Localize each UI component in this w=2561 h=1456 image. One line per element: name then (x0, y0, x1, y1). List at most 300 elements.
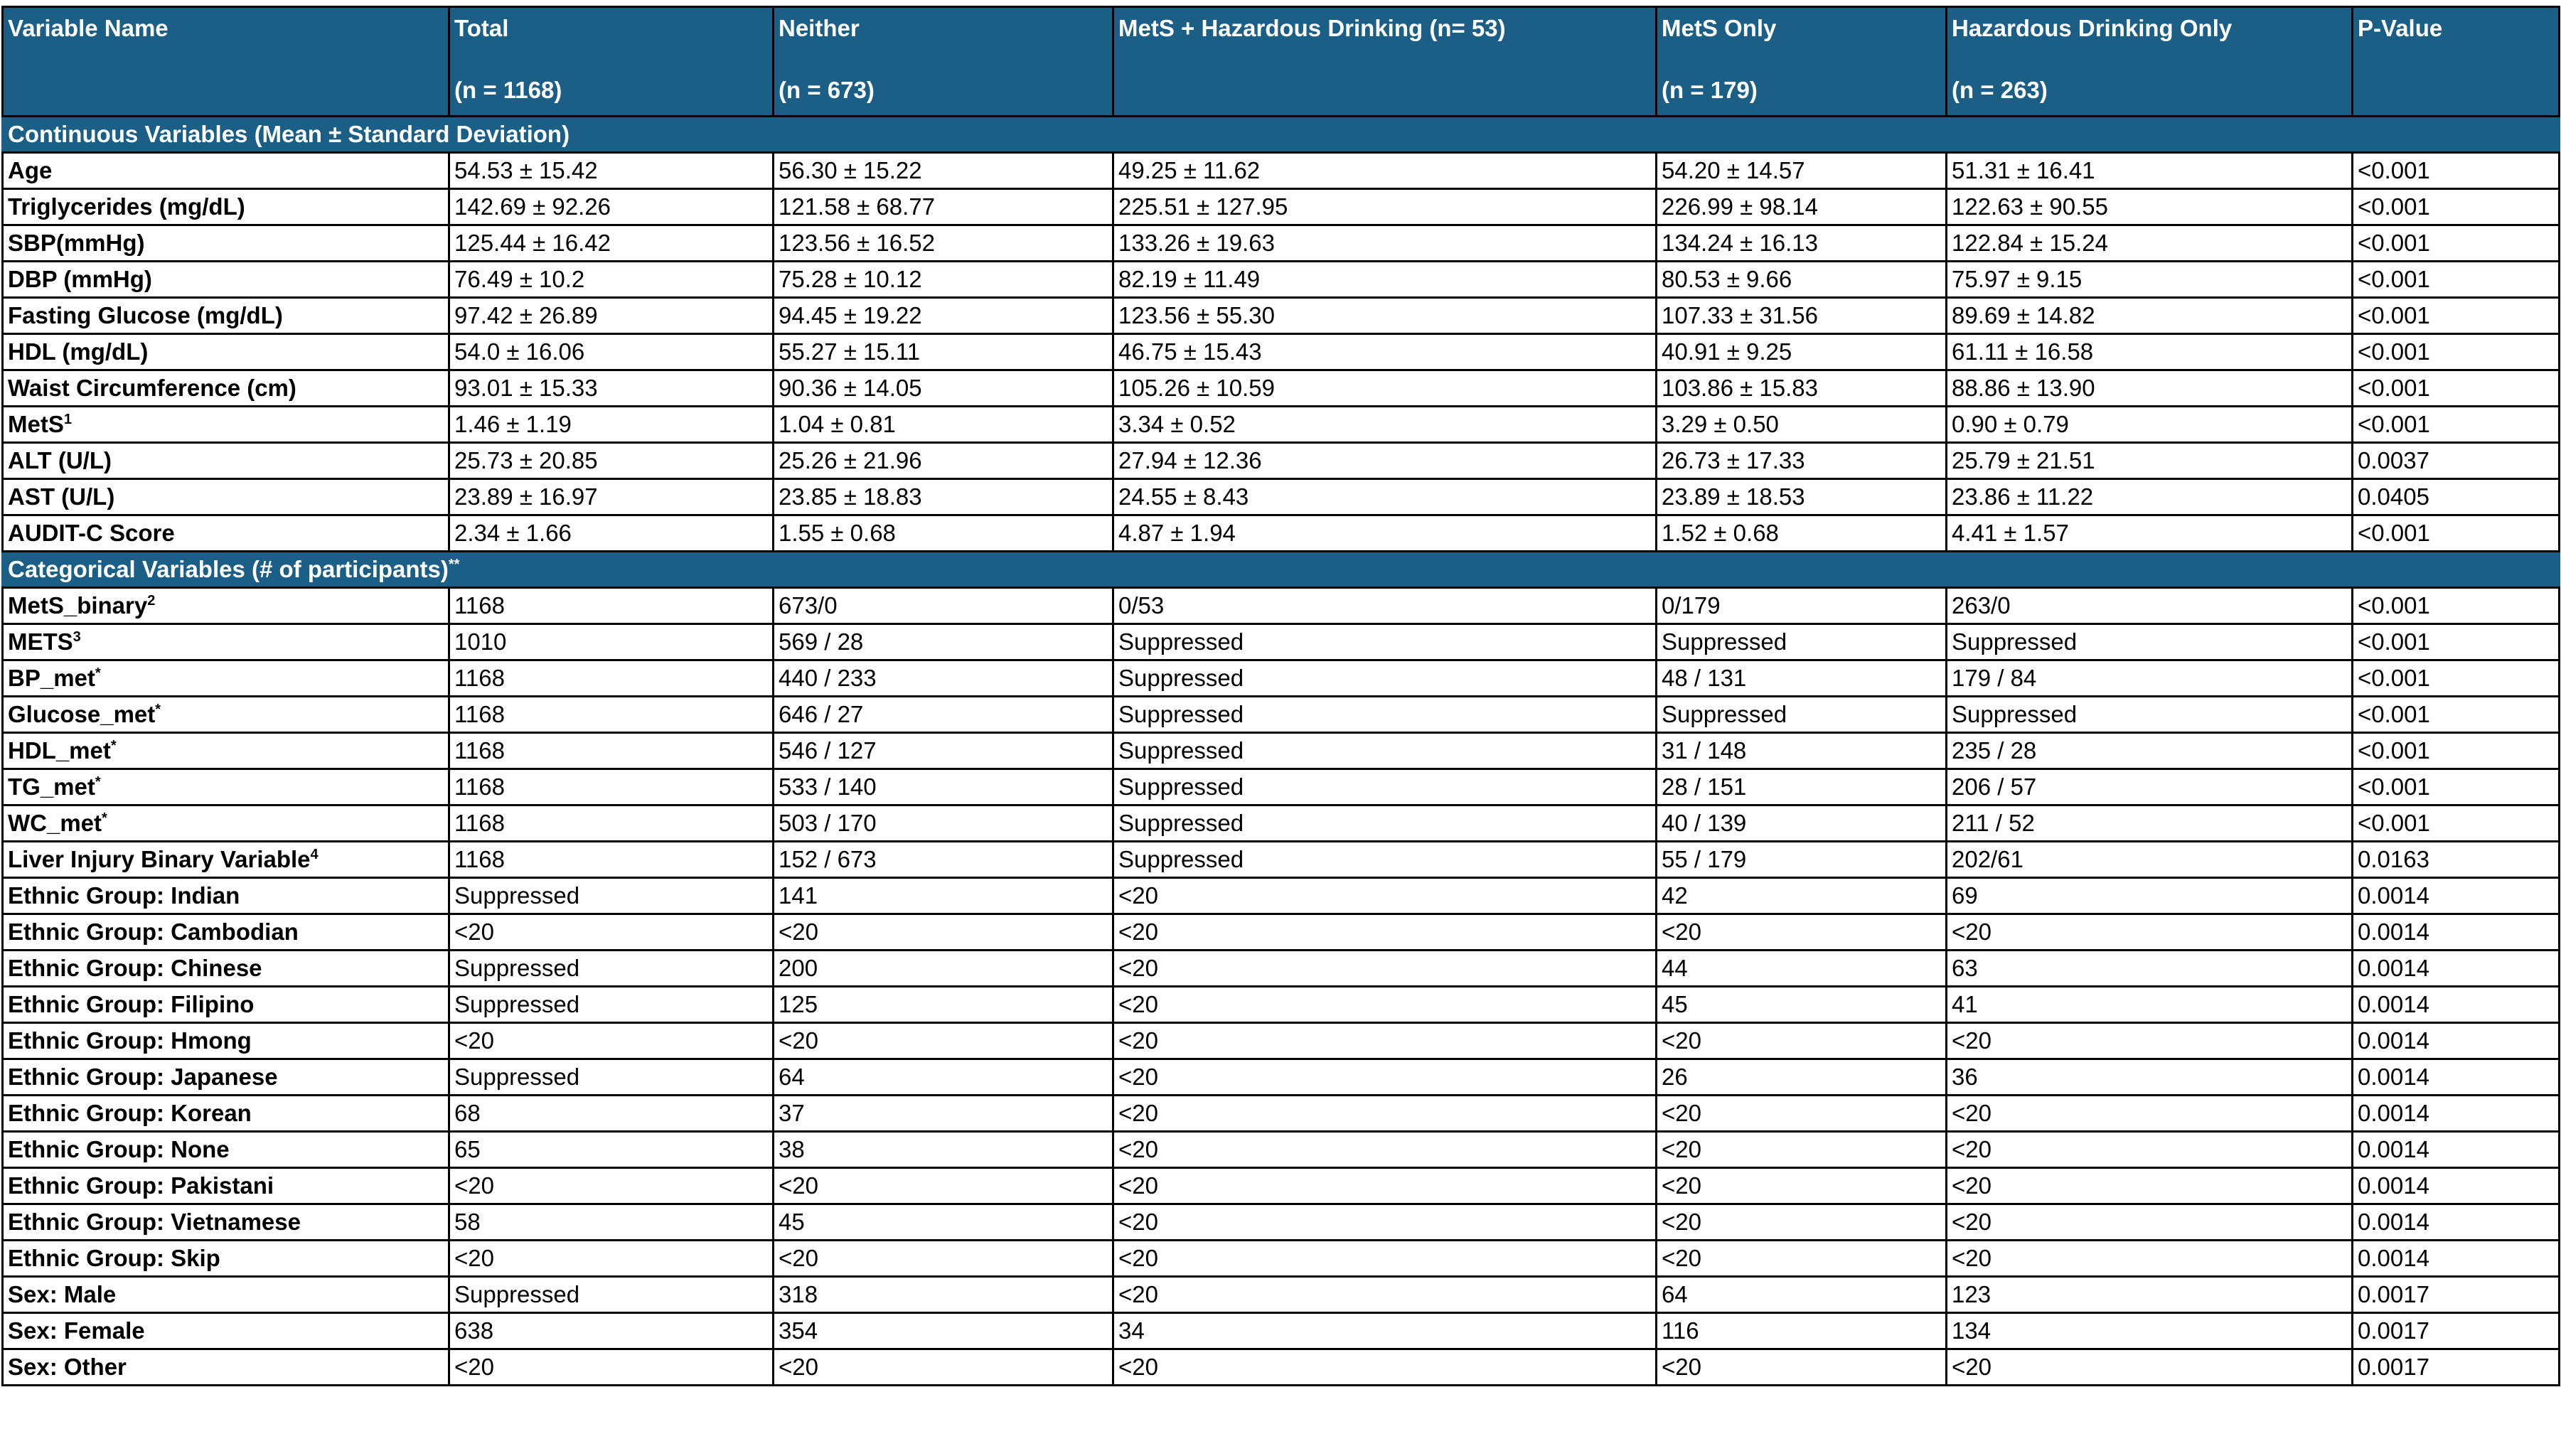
table-row (3, 951, 2560, 987)
footnote-marker: 2 (147, 593, 156, 609)
footnote-marker: * (102, 810, 107, 826)
table-cell: <20 (1113, 1204, 1657, 1241)
table-cell: <20 (1657, 1241, 1947, 1277)
section-title-footnote: ** (448, 557, 460, 572)
table-cell: 69 (1947, 878, 2353, 914)
table-cell: 0.90 ± 0.79 (1947, 407, 2353, 443)
table-cell: 40.91 ± 9.25 (1657, 334, 1947, 370)
table-row (3, 225, 2560, 262)
variable-name: Triglycerides (mg/dL) (8, 193, 245, 220)
table-cell: Suppressed (449, 878, 774, 914)
table-row (3, 298, 2560, 334)
table-cell: 673/0 (774, 588, 1113, 624)
section-header-row (3, 117, 2560, 153)
table-cell: 90.36 ± 14.05 (774, 370, 1113, 407)
variable-name-cell (3, 1313, 449, 1349)
table-cell: <20 (1947, 1241, 2353, 1277)
table-row (3, 153, 2560, 189)
variable-name: ALT (U/L) (8, 447, 112, 473)
table-row (3, 588, 2560, 624)
variable-name: Glucose_met (8, 701, 156, 727)
table-cell: 142.69 ± 92.26 (449, 189, 774, 225)
column-header-count: (n = 179) (1662, 77, 1758, 103)
table-cell: 36 (1947, 1059, 2353, 1096)
variable-name-cell (3, 153, 449, 189)
footnote-marker: 3 (73, 629, 81, 645)
table-row (3, 1132, 2560, 1168)
variable-name: Sex: Female (8, 1317, 145, 1344)
column-header (774, 7, 1113, 117)
table-cell: 0.0014 (2353, 878, 2560, 914)
table-cell: Suppressed (1113, 660, 1657, 697)
table-row (3, 407, 2560, 443)
table-body (3, 117, 2560, 1386)
table-cell: 318 (774, 1277, 1113, 1313)
table-cell: 0.0014 (2353, 1168, 2560, 1204)
table-cell: 1168 (449, 805, 774, 842)
table-cell: 105.26 ± 10.59 (1113, 370, 1657, 407)
variable-name-cell (3, 624, 449, 660)
column-header (3, 7, 449, 117)
table-cell: 88.86 ± 13.90 (1947, 370, 2353, 407)
table-cell: 1010 (449, 624, 774, 660)
variable-name-cell (3, 588, 449, 624)
column-header-label: MetS + Hazardous Drinking (n= 53) (1118, 15, 1506, 41)
table-cell: 48 / 131 (1657, 660, 1947, 697)
table-cell: 42 (1657, 878, 1947, 914)
table-cell: 37 (774, 1096, 1113, 1132)
table-cell: 0.0014 (2353, 1059, 2560, 1096)
table-cell: 1168 (449, 733, 774, 769)
table-cell: 51.31 ± 16.41 (1947, 153, 2353, 189)
table-cell: Suppressed (1113, 805, 1657, 842)
table-cell: 0.0014 (2353, 914, 2560, 951)
table-cell: 122.84 ± 15.24 (1947, 225, 2353, 262)
table-cell: <20 (449, 1241, 774, 1277)
table-row (3, 878, 2560, 914)
table-cell: <20 (774, 1241, 1113, 1277)
table-cell: 569 / 28 (774, 624, 1113, 660)
section-title (3, 552, 2560, 588)
variable-name: SBP(mmHg) (8, 230, 145, 256)
table-cell: 3.34 ± 0.52 (1113, 407, 1657, 443)
table-row (3, 805, 2560, 842)
variable-name: Sex: Male (8, 1281, 117, 1307)
variable-name-cell (3, 878, 449, 914)
table-cell: Suppressed (1113, 697, 1657, 733)
table-cell: <0.001 (2353, 189, 2560, 225)
variable-name-cell (3, 951, 449, 987)
column-header-label: Neither (779, 15, 860, 41)
column-header-label: MetS Only (1662, 15, 1777, 41)
table-cell: 0.0014 (2353, 951, 2560, 987)
table-row (3, 1241, 2560, 1277)
table-cell: 26 (1657, 1059, 1947, 1096)
table-cell: 1168 (449, 697, 774, 733)
table-cell: 75.97 ± 9.15 (1947, 262, 2353, 298)
table-cell: <20 (1113, 1096, 1657, 1132)
table-cell: <20 (1657, 914, 1947, 951)
table-cell: 63 (1947, 951, 2353, 987)
table-cell: 0/53 (1113, 588, 1657, 624)
table-cell: 134 (1947, 1313, 2353, 1349)
table-cell: 1168 (449, 769, 774, 805)
variable-name-cell (3, 189, 449, 225)
table-cell: 1168 (449, 660, 774, 697)
table-cell: 45 (1657, 987, 1947, 1023)
column-header-count: (n = 1168) (454, 77, 562, 103)
table-cell: 235 / 28 (1947, 733, 2353, 769)
table-cell: <20 (1947, 1349, 2353, 1386)
table-cell: Suppressed (449, 987, 774, 1023)
table-cell: <20 (1113, 987, 1657, 1023)
table-row (3, 1059, 2560, 1096)
table-cell: 54.20 ± 14.57 (1657, 153, 1947, 189)
table-cell: 121.58 ± 68.77 (774, 189, 1113, 225)
variable-name-cell (3, 225, 449, 262)
table-cell: <20 (1657, 1349, 1947, 1386)
table-cell: 82.19 ± 11.49 (1113, 262, 1657, 298)
footnote-marker: * (110, 738, 117, 754)
variable-name-cell (3, 407, 449, 443)
table-row (3, 1023, 2560, 1059)
variable-name-cell (3, 769, 449, 805)
table-row (3, 842, 2560, 878)
table-cell: 54.53 ± 15.42 (449, 153, 774, 189)
column-header (1657, 7, 1947, 117)
table-cell: 34 (1113, 1313, 1657, 1349)
table-cell: <20 (1113, 951, 1657, 987)
variable-name-cell (3, 298, 449, 334)
table-cell: 202/61 (1947, 842, 2353, 878)
table-cell: 0.0017 (2353, 1277, 2560, 1313)
table-cell: <20 (1947, 1096, 2353, 1132)
section-title-text: Categorical Variables (# of participants) (8, 556, 449, 582)
data-table (1, 6, 2560, 1386)
table-cell: <20 (1947, 1204, 2353, 1241)
table-cell: 80.53 ± 9.66 (1657, 262, 1947, 298)
variable-name-cell (3, 733, 449, 769)
variable-name: Ethnic Group: None (8, 1136, 230, 1162)
table-cell: 93.01 ± 15.33 (449, 370, 774, 407)
variable-name-cell (3, 1204, 449, 1241)
table-cell: <0.001 (2353, 225, 2560, 262)
table-cell: <20 (1113, 914, 1657, 951)
table-cell: 1168 (449, 842, 774, 878)
table-cell: 0.0163 (2353, 842, 2560, 878)
table-cell: 55 / 179 (1657, 842, 1947, 878)
variable-name: TG_met (8, 774, 95, 800)
table-cell: Suppressed (449, 951, 774, 987)
table-cell: Suppressed (1947, 624, 2353, 660)
table-cell: 1.55 ± 0.68 (774, 515, 1113, 552)
table-cell: Suppressed (449, 1277, 774, 1313)
table-cell: 4.87 ± 1.94 (1113, 515, 1657, 552)
variable-name: Ethnic Group: Cambodian (8, 919, 299, 945)
variable-name: Ethnic Group: Chinese (8, 955, 262, 981)
table-row (3, 624, 2560, 660)
variable-name: Ethnic Group: Filipino (8, 991, 255, 1017)
variable-name-cell (3, 1277, 449, 1313)
table-cell: 75.28 ± 10.12 (774, 262, 1113, 298)
table-row (3, 189, 2560, 225)
table-cell: 1.04 ± 0.81 (774, 407, 1113, 443)
table-row (3, 733, 2560, 769)
variable-name: MetS (8, 411, 64, 437)
table-cell: 41 (1947, 987, 2353, 1023)
section-header-row (3, 552, 2560, 588)
table-cell: <20 (774, 1349, 1113, 1386)
table-cell: <0.001 (2353, 515, 2560, 552)
variable-name: Age (8, 157, 53, 183)
table-cell: 2.34 ± 1.66 (449, 515, 774, 552)
variable-name-cell (3, 1132, 449, 1168)
table-cell: <20 (1657, 1023, 1947, 1059)
table-cell: 24.55 ± 8.43 (1113, 479, 1657, 515)
table-cell: <0.001 (2353, 588, 2560, 624)
table-cell: 89.69 ± 14.82 (1947, 298, 2353, 334)
column-header (1947, 7, 2353, 117)
table-cell: 28 / 151 (1657, 769, 1947, 805)
footnote-marker: 1 (63, 412, 72, 427)
table-cell: 0.0014 (2353, 1204, 2560, 1241)
table-cell: <0.001 (2353, 733, 2560, 769)
header-row (3, 7, 2560, 117)
table-cell: 25.26 ± 21.96 (774, 443, 1113, 479)
table-cell: 1.46 ± 1.19 (449, 407, 774, 443)
table-row (3, 479, 2560, 515)
variable-name: Liver Injury Binary Variable (8, 846, 311, 872)
table-cell: <0.001 (2353, 624, 2560, 660)
table-cell: <20 (1657, 1096, 1947, 1132)
table-cell: 68 (449, 1096, 774, 1132)
table-cell: 23.85 ± 18.83 (774, 479, 1113, 515)
table-cell: <20 (1113, 1241, 1657, 1277)
table-cell: <20 (449, 1168, 774, 1204)
table-cell: 23.89 ± 16.97 (449, 479, 774, 515)
table-cell: 1.52 ± 0.68 (1657, 515, 1947, 552)
table-cell: <20 (1947, 1168, 2353, 1204)
footnote-marker: * (95, 774, 101, 790)
table-cell: 225.51 ± 127.95 (1113, 189, 1657, 225)
table-cell: 26.73 ± 17.33 (1657, 443, 1947, 479)
variable-name: Sex: Other (8, 1354, 127, 1380)
table-row (3, 262, 2560, 298)
table-cell: <20 (774, 1168, 1113, 1204)
table-cell: 31 / 148 (1657, 733, 1947, 769)
variable-name-cell (3, 334, 449, 370)
table-cell: <20 (774, 914, 1113, 951)
variable-name: Ethnic Group: Hmong (8, 1027, 252, 1054)
table-cell: <20 (1657, 1132, 1947, 1168)
variable-name: Ethnic Group: Vietnamese (8, 1209, 301, 1235)
table-cell: <20 (449, 1349, 774, 1386)
table-cell: 125.44 ± 16.42 (449, 225, 774, 262)
table-row (3, 334, 2560, 370)
table-cell: <0.001 (2353, 334, 2560, 370)
table-row (3, 660, 2560, 697)
table-row (3, 1204, 2560, 1241)
column-header (2353, 7, 2560, 117)
table-cell: 0.0014 (2353, 1241, 2560, 1277)
table-row (3, 697, 2560, 733)
table-row (3, 1168, 2560, 1204)
table-cell: 122.63 ± 90.55 (1947, 189, 2353, 225)
table-row (3, 515, 2560, 552)
table-cell: 141 (774, 878, 1113, 914)
table-cell: 94.45 ± 19.22 (774, 298, 1113, 334)
table-row (3, 769, 2560, 805)
variable-name: METS (8, 628, 73, 655)
table-cell: 44 (1657, 951, 1947, 987)
variable-name-cell (3, 842, 449, 878)
section-title (3, 117, 2560, 153)
table-cell: 211 / 52 (1947, 805, 2353, 842)
table-cell: 76.49 ± 10.2 (449, 262, 774, 298)
table-row (3, 443, 2560, 479)
variable-name-cell (3, 443, 449, 479)
variable-name-cell (3, 1349, 449, 1386)
table-cell: <20 (1113, 1059, 1657, 1096)
table-cell: 123.56 ± 55.30 (1113, 298, 1657, 334)
table-cell: 133.26 ± 19.63 (1113, 225, 1657, 262)
section-title-text: Continuous Variables (Mean ± Standard Deviation) (8, 121, 570, 147)
table-cell: <0.001 (2353, 769, 2560, 805)
variable-name-cell (3, 1241, 449, 1277)
table-cell: Suppressed (1113, 624, 1657, 660)
variable-name-cell (3, 914, 449, 951)
table-cell: <0.001 (2353, 153, 2560, 189)
variable-name-cell (3, 697, 449, 733)
table-cell: 206 / 57 (1947, 769, 2353, 805)
variable-name-cell (3, 479, 449, 515)
table-cell: 503 / 170 (774, 805, 1113, 842)
table-cell: <20 (1113, 1132, 1657, 1168)
variable-name: Fasting Glucose (mg/dL) (8, 302, 283, 328)
variable-name-cell (3, 660, 449, 697)
variable-name-cell (3, 262, 449, 298)
table-cell: 546 / 127 (774, 733, 1113, 769)
table-cell: 638 (449, 1313, 774, 1349)
column-header (1113, 7, 1657, 117)
table-cell: <0.001 (2353, 805, 2560, 842)
table-cell: 64 (1657, 1277, 1947, 1313)
column-header (449, 7, 774, 117)
table-cell: <0.001 (2353, 407, 2560, 443)
variable-name: AST (U/L) (8, 483, 115, 510)
table-cell: 0.0014 (2353, 1132, 2560, 1168)
variable-name: Ethnic Group: Korean (8, 1100, 252, 1126)
variable-name: WC_met (8, 810, 102, 836)
table-cell: 179 / 84 (1947, 660, 2353, 697)
table-cell: 1168 (449, 588, 774, 624)
table-cell: 3.29 ± 0.50 (1657, 407, 1947, 443)
variable-name-cell (3, 1096, 449, 1132)
table-cell: 123 (1947, 1277, 2353, 1313)
table-cell: 354 (774, 1313, 1113, 1349)
table-cell: 0.0014 (2353, 1096, 2560, 1132)
table-cell: <20 (1657, 1204, 1947, 1241)
table-cell: <20 (1113, 1277, 1657, 1313)
table-cell: <20 (774, 1023, 1113, 1059)
table-cell: 25.73 ± 20.85 (449, 443, 774, 479)
table-cell: 226.99 ± 98.14 (1657, 189, 1947, 225)
table-row (3, 1277, 2560, 1313)
column-header-count: (n = 673) (779, 77, 875, 103)
footnote-marker: * (95, 665, 101, 681)
table-cell: <20 (449, 1023, 774, 1059)
table-cell: 97.42 ± 26.89 (449, 298, 774, 334)
table-cell: 27.94 ± 12.36 (1113, 443, 1657, 479)
variable-name: BP_met (8, 665, 95, 691)
variable-name: AUDIT-C Score (8, 520, 175, 546)
table-cell: 25.79 ± 21.51 (1947, 443, 2353, 479)
table-row (3, 1313, 2560, 1349)
variable-name: Ethnic Group: Skip (8, 1245, 220, 1271)
table-cell: 4.41 ± 1.57 (1947, 515, 2353, 552)
table-cell: 56.30 ± 15.22 (774, 153, 1113, 189)
variable-name: HDL_met (8, 737, 111, 764)
table-cell: <20 (1113, 1168, 1657, 1204)
table-cell: 65 (449, 1132, 774, 1168)
variable-name-cell (3, 370, 449, 407)
table-row (3, 987, 2560, 1023)
table-cell: 107.33 ± 31.56 (1657, 298, 1947, 334)
table-cell: 55.27 ± 15.11 (774, 334, 1113, 370)
table-row (3, 1096, 2560, 1132)
variable-name: DBP (mmHg) (8, 266, 152, 292)
table-cell: 533 / 140 (774, 769, 1113, 805)
table-cell: <20 (1113, 1023, 1657, 1059)
variable-name-cell (3, 1168, 449, 1204)
table-cell: 646 / 27 (774, 697, 1113, 733)
table-cell: 263/0 (1947, 588, 2353, 624)
table-cell: <0.001 (2353, 660, 2560, 697)
table-cell: 152 / 673 (774, 842, 1113, 878)
table-cell: 440 / 233 (774, 660, 1113, 697)
table-cell: 123.56 ± 16.52 (774, 225, 1113, 262)
table-cell: 125 (774, 987, 1113, 1023)
table-cell: 64 (774, 1059, 1113, 1096)
table-cell: <0.001 (2353, 370, 2560, 407)
table-cell: <20 (1947, 1023, 2353, 1059)
table-cell: Suppressed (1113, 733, 1657, 769)
table-cell: <0.001 (2353, 697, 2560, 733)
table-cell: Suppressed (1947, 697, 2353, 733)
variable-name: Ethnic Group: Pakistani (8, 1172, 274, 1199)
variable-name: Ethnic Group: Indian (8, 882, 240, 909)
table-cell: 54.0 ± 16.06 (449, 334, 774, 370)
table-cell: <20 (1947, 1132, 2353, 1168)
table-cell: 61.11 ± 16.58 (1947, 334, 2353, 370)
table-cell: Suppressed (1113, 769, 1657, 805)
column-header-label: Total (454, 15, 509, 41)
table-cell: 49.25 ± 11.62 (1113, 153, 1657, 189)
column-header-count: (n = 263) (1952, 77, 2048, 103)
variable-name: Ethnic Group: Japanese (8, 1064, 278, 1090)
table-cell: 0.0017 (2353, 1349, 2560, 1386)
variable-name: Waist Circumference (cm) (8, 375, 296, 401)
table-cell: Suppressed (1657, 697, 1947, 733)
table-cell: <20 (1113, 878, 1657, 914)
table-cell: <0.001 (2353, 262, 2560, 298)
table-cell: 116 (1657, 1313, 1947, 1349)
footnote-marker: * (155, 702, 161, 717)
variable-name: MetS_binary (8, 592, 148, 619)
footnote-marker: 4 (310, 847, 319, 862)
table-cell: 38 (774, 1132, 1113, 1168)
table-cell: 0.0014 (2353, 987, 2560, 1023)
